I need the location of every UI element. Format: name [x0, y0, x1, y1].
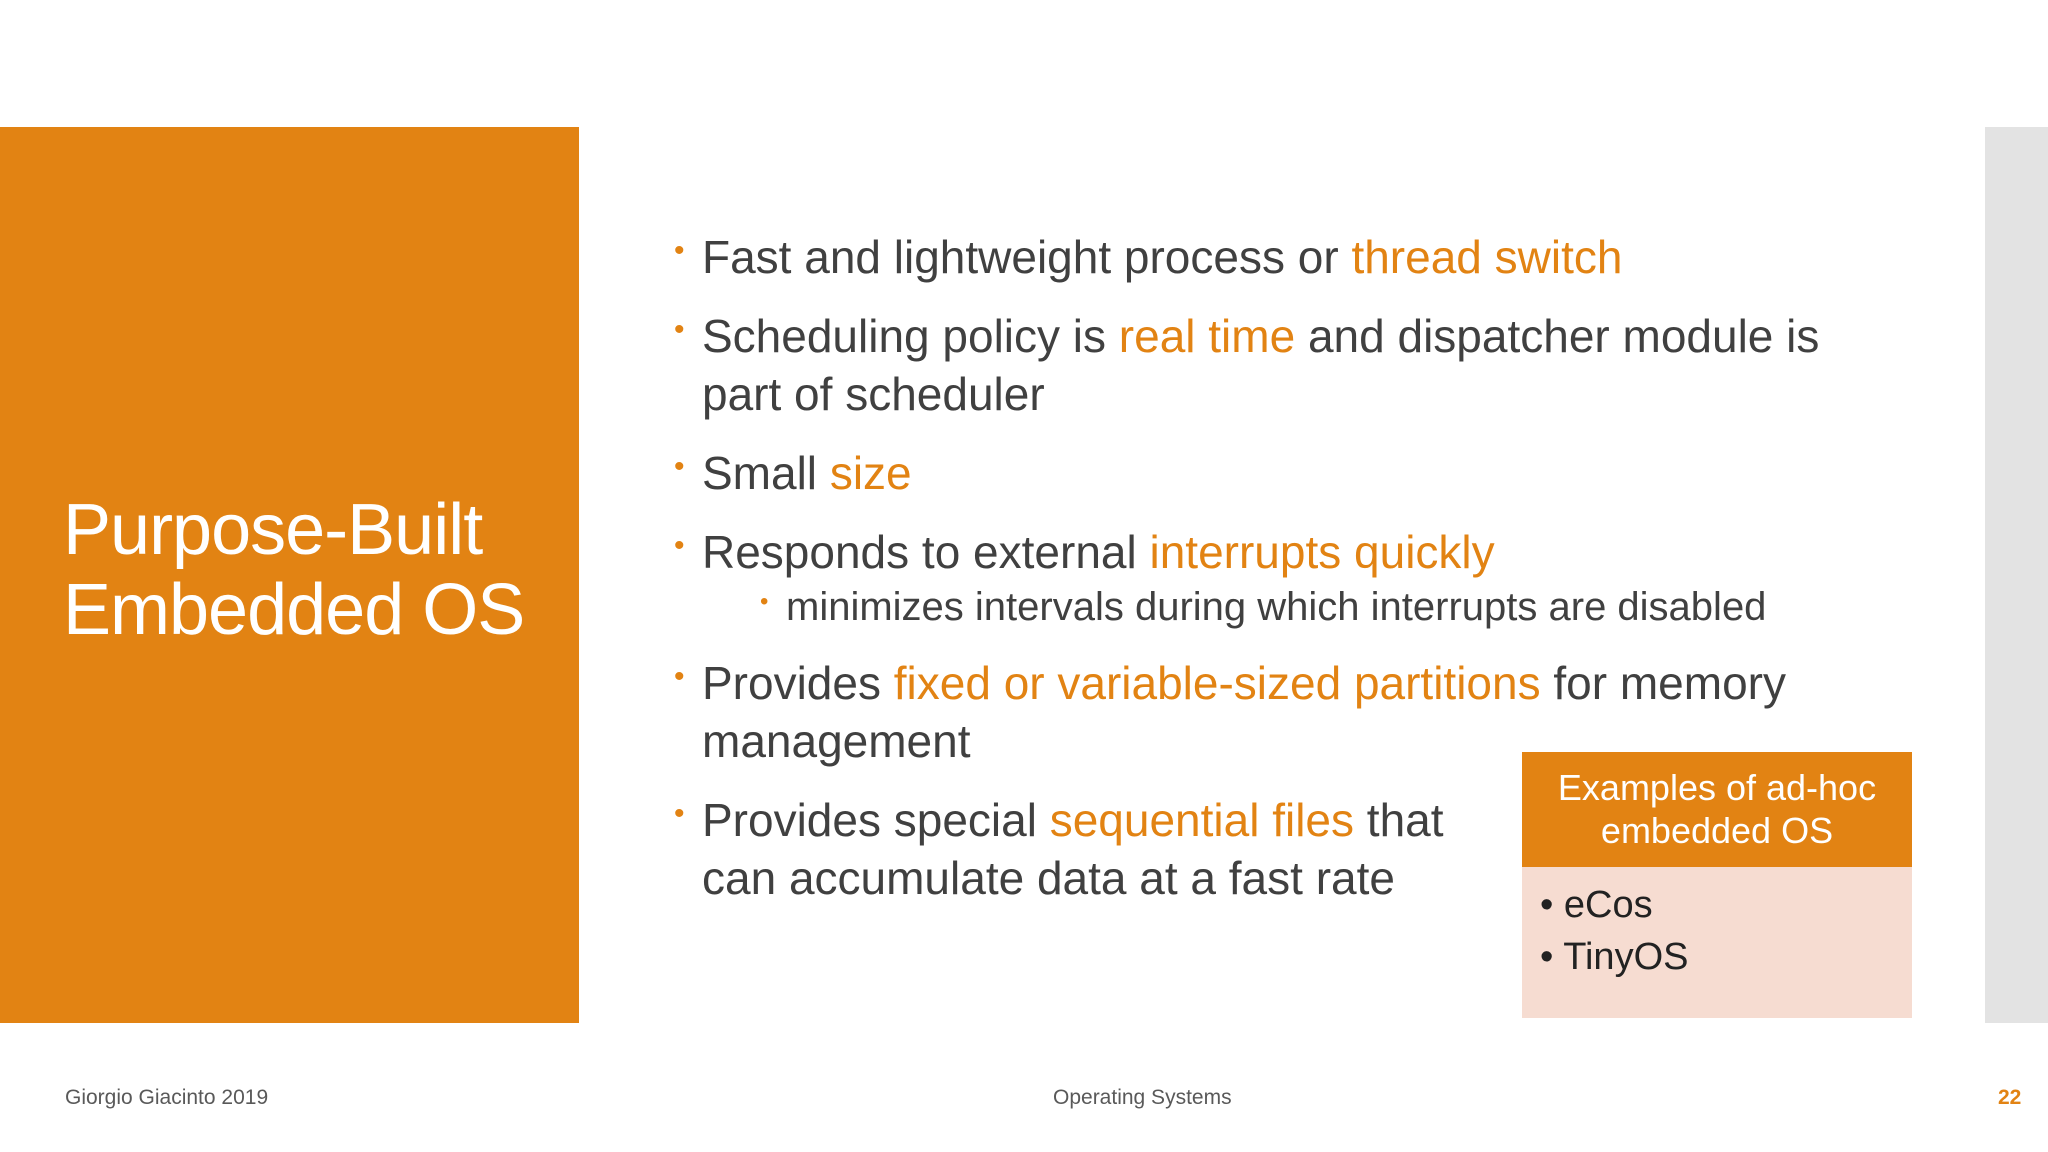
sub-bullet-icon: • — [760, 588, 769, 615]
page-number: 22 — [1998, 1086, 2022, 1109]
bullet-icon: • — [674, 234, 685, 267]
bullet-icon: • — [674, 660, 685, 693]
sub-bullet-item-interrupts — [670, 582, 1890, 632]
slide-title-line-2: Embedded OS — [63, 570, 525, 650]
bullet-highlight: interrupts quickly — [1149, 526, 1495, 578]
examples-box-header: Examples of ad-hoc embedded OS — [1522, 752, 1912, 867]
examples-box-list — [1522, 867, 1912, 1018]
bullet-text: Scheduling policy is — [702, 310, 1119, 362]
slide-title — [63, 490, 563, 650]
bullet-text: Provides special — [702, 794, 1050, 846]
examples-item-label: TinyOS — [1563, 936, 1689, 978]
bullet-highlight: size — [829, 447, 912, 499]
bullet-item-scheduling — [670, 307, 1890, 423]
bullet-text: Provides — [702, 657, 894, 709]
footer-author: Giorgio Giacinto 2019 — [65, 1086, 269, 1109]
bullet-item-thread-switch — [670, 228, 1890, 286]
examples-item-label: eCos — [1563, 884, 1653, 926]
bullet-text: Small — [702, 447, 830, 499]
bullet-icon: • — [674, 450, 685, 483]
bullet-item-size — [670, 444, 1890, 502]
bullet-item-sequential-files — [670, 791, 1502, 907]
bullet-text-tail: that can accumulate data at a fast rate — [702, 794, 1444, 904]
examples-item-tinyos: • TinyOS — [1540, 936, 1689, 978]
bullet-item-interrupts — [670, 523, 1890, 581]
examples-item-ecos: • eCos — [1540, 884, 1653, 926]
bullet-text: Fast and lightweight process or — [702, 231, 1352, 283]
bullet-icon: • — [674, 797, 685, 830]
bullet-icon: • — [674, 529, 685, 562]
bullet-text: Responds to external — [702, 526, 1150, 578]
sub-bullet-text: minimizes intervals during which interrupts are disabled — [786, 585, 1767, 629]
bullet-highlight: real time — [1118, 310, 1296, 362]
bullet-text-tail: for memory management — [702, 657, 1786, 767]
slide-title-line-1: Purpose-Built — [63, 490, 483, 570]
bullet-highlight: fixed or variable-sized partitions — [893, 657, 1541, 709]
bullet-highlight: thread switch — [1351, 231, 1623, 283]
examples-box — [1522, 752, 1912, 1018]
bullet-icon: • — [674, 313, 685, 346]
footer-course: Operating Systems — [1053, 1086, 1232, 1109]
bullet-text-tail: and dispatcher module is part of scheduler — [702, 310, 1820, 420]
bullet-highlight: sequential files — [1049, 794, 1355, 846]
decorative-side-bar — [1985, 127, 2048, 1023]
